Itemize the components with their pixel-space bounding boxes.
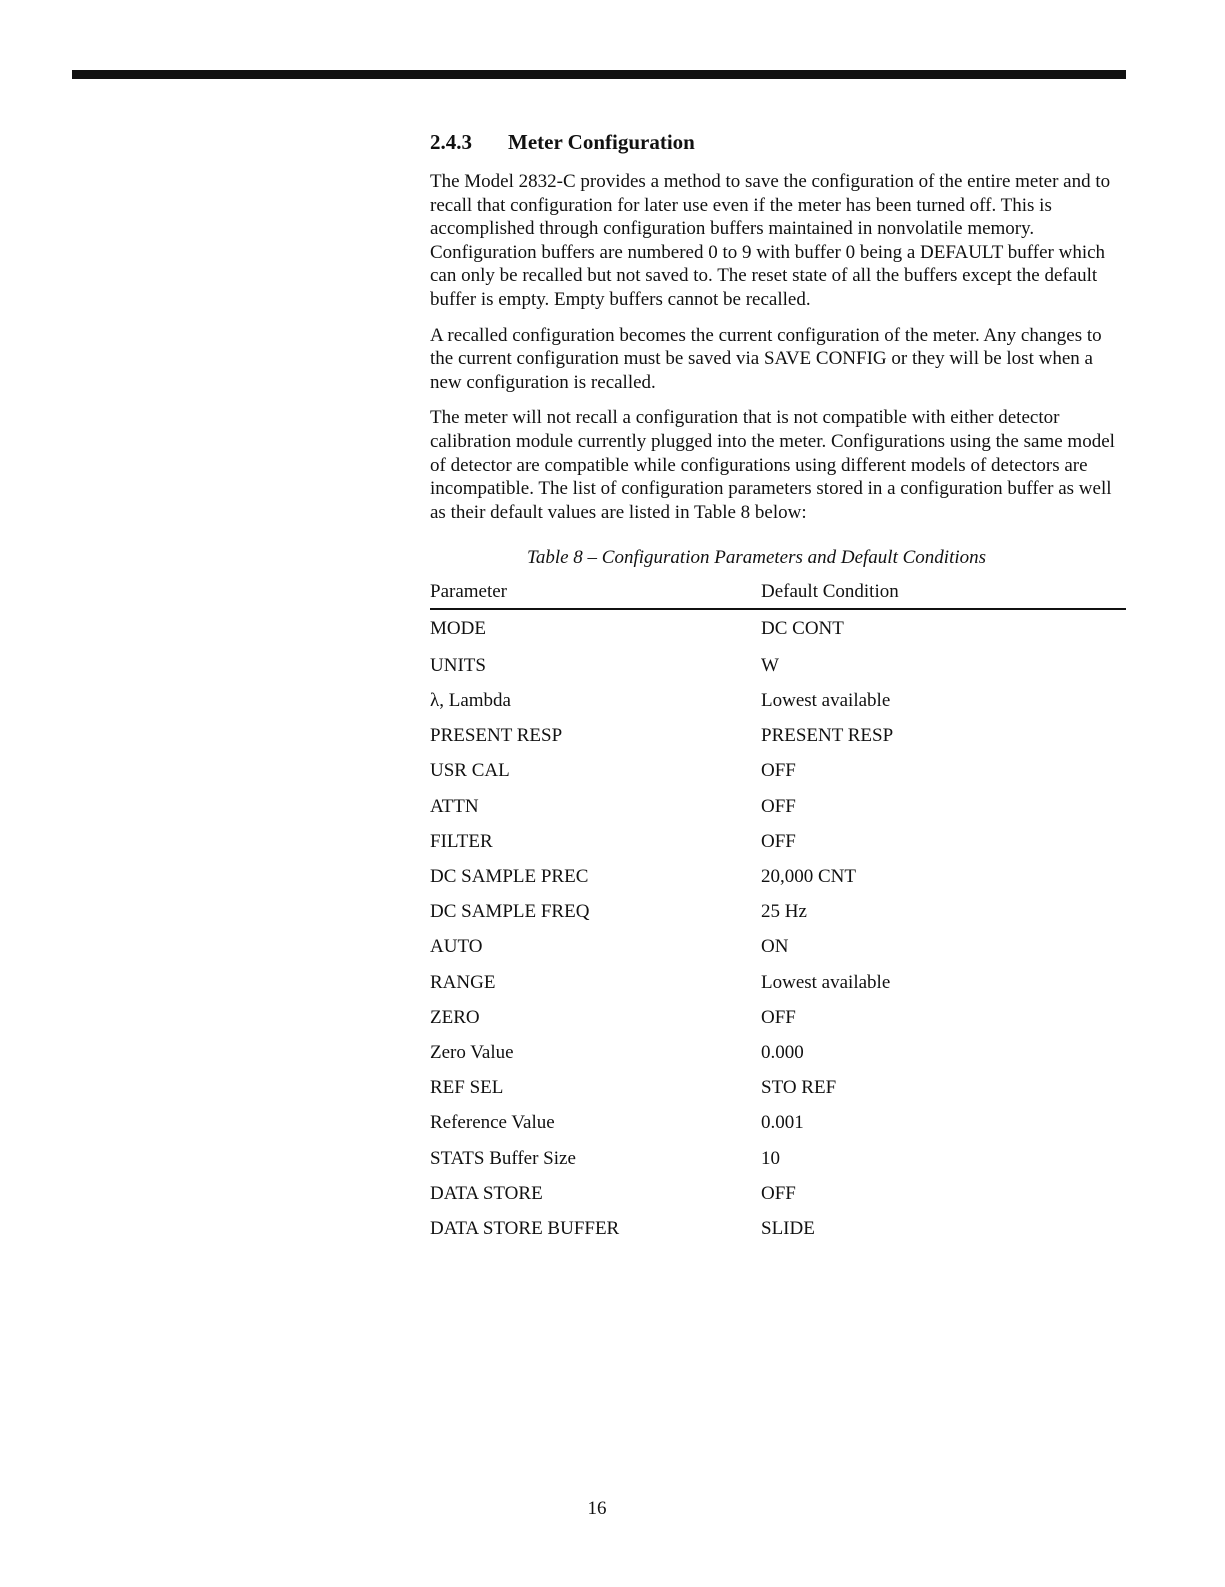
table-row xyxy=(430,859,1126,894)
table-row xyxy=(430,965,1126,1000)
default-condition-cell: OFF xyxy=(761,760,796,782)
parameter-cell: Reference Value xyxy=(430,1112,555,1134)
column-header-default-condition: Default Condition xyxy=(761,580,1126,609)
parameter-cell: DATA STORE BUFFER xyxy=(430,1217,620,1239)
table-row xyxy=(430,1000,1126,1035)
default-condition-cell: OFF xyxy=(761,1182,796,1204)
parameter-cell: REF SEL xyxy=(430,1077,504,1099)
table-header-row xyxy=(430,580,1126,609)
parameter-cell: STATS Buffer Size xyxy=(430,1147,576,1169)
parameter-cell: DC SAMPLE PREC xyxy=(430,866,589,888)
table-row xyxy=(430,719,1126,754)
default-condition-cell: 0.001 xyxy=(761,1112,804,1134)
table-row xyxy=(430,1211,1126,1246)
table-row xyxy=(430,1106,1126,1141)
parameter-cell: ATTN xyxy=(430,795,479,817)
parameter-cell: Zero Value xyxy=(430,1041,514,1063)
parameter-cell: PRESENT RESP xyxy=(430,725,563,747)
table-row xyxy=(430,684,1126,719)
column-header-parameter: Parameter xyxy=(430,580,761,609)
section-heading xyxy=(430,128,1126,156)
table-row xyxy=(430,1071,1126,1106)
parameter-cell: FILTER xyxy=(430,830,493,852)
page-number: 16 xyxy=(587,1498,607,1519)
table-row xyxy=(430,754,1126,789)
config-parameters-table xyxy=(430,580,1126,1246)
table-caption: Table 8 – Configuration Parameters and Default Conditions xyxy=(527,547,987,569)
default-condition-cell: OFF xyxy=(761,1006,796,1028)
default-condition-cell: Lowest available xyxy=(761,690,891,712)
paragraph: A recalled configuration becomes the current configuration of the meter. Any changes to the current configuration must be saved via SAVE CONFIG or they will be lost when a new configuration is recalled. xyxy=(430,324,1102,393)
default-condition-cell: 10 xyxy=(761,1147,780,1169)
table-row xyxy=(430,1035,1126,1070)
table-row xyxy=(430,1176,1126,1211)
table-row xyxy=(430,824,1126,859)
parameter-cell: AUTO xyxy=(430,936,483,958)
default-condition-cell: 25 Hz xyxy=(761,901,807,923)
table-row xyxy=(430,930,1126,965)
parameter-cell: RANGE xyxy=(430,971,496,993)
default-condition-cell: ON xyxy=(761,936,789,958)
parameter-cell: UNITS xyxy=(430,654,486,676)
paragraph: The Model 2832-C provides a method to save the configuration of the entire meter and to recall that configuration for later use even if the meter has been turned off. This is accomplished through configuration buffers maintained in nonvolatile memory. Configuration buffers are numbered 0 to 9 with buffer 0 being a DEFAULT buffer which can only be recalled but not saved to. The reset state of all the buffers except the default buffer is empty. Empty buffers cannot be recalled. xyxy=(430,171,1111,310)
default-condition-cell: W xyxy=(761,654,779,676)
default-condition-cell: 0.000 xyxy=(761,1041,804,1063)
parameter-cell: DATA STORE xyxy=(430,1182,543,1204)
parameter-cell: USR CAL xyxy=(430,760,510,782)
header-rule xyxy=(72,70,1126,79)
table-row xyxy=(430,648,1126,683)
default-condition-cell: SLIDE xyxy=(761,1217,815,1239)
table-row xyxy=(430,895,1126,930)
default-condition-cell: OFF xyxy=(761,830,796,852)
default-condition-cell: DC CONT xyxy=(761,618,844,640)
parameter-cell: λ, Lambda xyxy=(430,690,511,712)
table-row xyxy=(430,1141,1126,1176)
table-row xyxy=(430,789,1126,824)
page-content xyxy=(430,128,1126,1247)
parameter-cell: ZERO xyxy=(430,1006,480,1028)
default-condition-cell: Lowest available xyxy=(761,971,891,993)
section-title: Meter Configuration xyxy=(508,130,695,154)
default-condition-cell: STO REF xyxy=(761,1077,837,1099)
parameter-cell: DC SAMPLE FREQ xyxy=(430,901,590,923)
paragraph: The meter will not recall a configuration that is not compatible with either detector calibration module currently plugged into the meter. Configurations using the same model of detector are compatible while configurations using different models of detectors are incompatible. The list of configuration parameters stored in a configuration buffer as well as their default values are listed in Table 8 below: xyxy=(430,407,1115,523)
default-condition-cell: PRESENT RESP xyxy=(761,725,894,747)
default-condition-cell: 20,000 CNT xyxy=(761,866,856,888)
table-row xyxy=(430,609,1126,648)
section-number: 2.4.3 xyxy=(430,130,472,154)
parameter-cell: MODE xyxy=(430,618,486,640)
default-condition-cell: OFF xyxy=(761,795,796,817)
table-body xyxy=(430,609,1126,1246)
